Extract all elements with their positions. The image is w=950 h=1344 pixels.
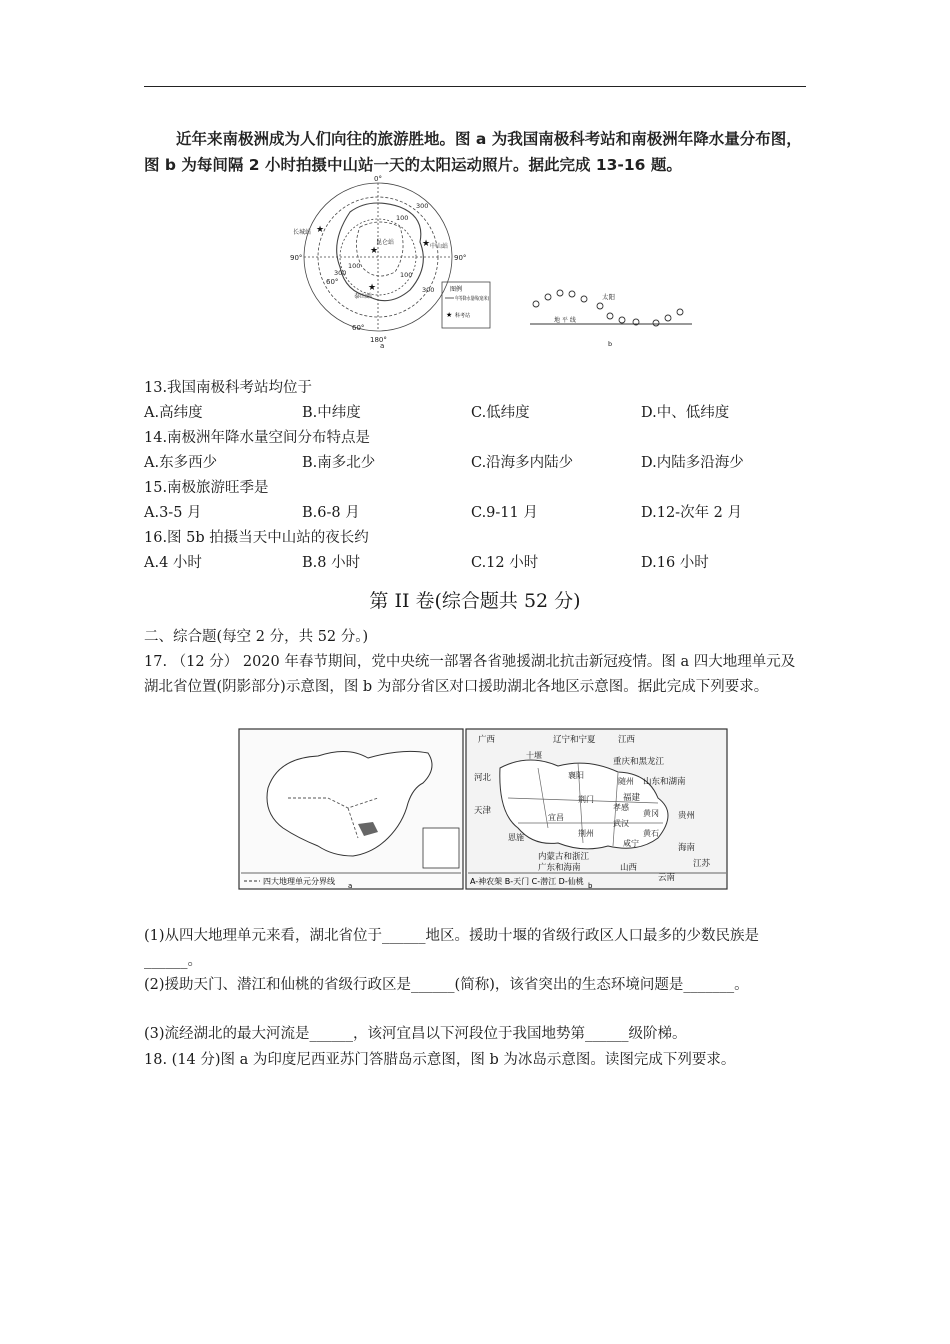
- province-label: 江苏: [693, 859, 711, 869]
- city-label: 荆门: [578, 795, 594, 804]
- province-label: 江西: [618, 735, 636, 745]
- map-legend: [442, 282, 499, 328]
- section2-note: 二、综合题(每空 2 分，共 52 分。): [144, 629, 369, 645]
- province-label: 山西: [620, 863, 638, 873]
- iso-label: 100: [348, 262, 361, 270]
- q17-item-3: (3)流经湖北的最大河流是______，该河宜昌以下河段位于我国地势第______级阶梯。: [144, 1026, 687, 1042]
- map-a-label: a: [348, 882, 353, 890]
- horizon-label: 地 平 线: [554, 317, 576, 324]
- option[interactable]: A.4 小时: [144, 555, 202, 571]
- antarctica-map: [290, 172, 510, 352]
- option[interactable]: C.9-11 月: [471, 505, 538, 521]
- province-label: 辽宁和宁夏: [553, 735, 596, 745]
- star-icon: ★: [316, 225, 325, 235]
- city-label: 随州: [618, 777, 634, 786]
- option[interactable]: C.沿海多内陆少: [471, 455, 574, 471]
- option[interactable]: D.16 小时: [641, 555, 709, 571]
- province-label: 重庆和黑龙江: [613, 757, 665, 767]
- header-rule: [144, 86, 806, 87]
- iso-label: 100: [396, 214, 409, 222]
- city-label: 荆州: [578, 829, 594, 838]
- option[interactable]: B.8 小时: [302, 555, 361, 571]
- province-label: 海南: [678, 843, 696, 853]
- province-label: 云南: [658, 873, 676, 883]
- option[interactable]: D.中、低纬度: [641, 405, 730, 421]
- option[interactable]: C.12 小时: [471, 555, 539, 571]
- hubei-maps: [238, 728, 728, 890]
- option[interactable]: B.6-8 月: [302, 505, 360, 521]
- fig-b-label: b: [608, 340, 613, 348]
- lon-bottom: 180°: [370, 336, 387, 344]
- city-label: 黄冈: [643, 809, 659, 818]
- iso-label: 300: [422, 286, 435, 294]
- star-icon: ★: [422, 239, 431, 249]
- legend-isoline: 年等降水量线(毫米): [455, 296, 499, 302]
- lat-60-left: 60°: [326, 278, 339, 286]
- intro-paragraph: 近年来南极洲成为人们向往的旅游胜地。图 a 为我国南极科考站和南极洲年降水量分布图，图 b 为每间隔 2 小时拍摄中山站一天的太阳运动照片。据此完成 13-16 题。: [144, 130, 802, 174]
- province-label: 广东和海南: [538, 863, 581, 873]
- province-label: 内蒙古和浙江: [538, 852, 590, 862]
- city-label: 恩施: [508, 833, 524, 842]
- q17-item-2: (2)援助天门、潜江和仙桃的省级行政区是______(简称)，该省突出的生态环境问题是_______。: [144, 977, 749, 993]
- option[interactable]: B.南多北少: [302, 455, 376, 471]
- city-label: 十堰: [526, 751, 542, 760]
- city-label: 咸宁: [623, 839, 639, 848]
- star-icon: ★: [368, 283, 377, 293]
- fig-a-label: a: [380, 342, 385, 350]
- iso-label: 300: [416, 202, 429, 210]
- city-label: 孝感: [613, 803, 629, 812]
- province-label: 河北: [474, 773, 492, 783]
- station-changcheng: 长城站: [293, 229, 312, 236]
- city-label: 襄阳: [568, 771, 584, 780]
- question-16: 16.图 5b 拍摄当天中山站的夜长约: [144, 530, 369, 546]
- star-icon: ★: [446, 311, 453, 319]
- option[interactable]: A.东多西少: [144, 455, 218, 471]
- legend-title: 图例: [450, 286, 463, 293]
- option[interactable]: D.内陆多沿海少: [641, 455, 744, 471]
- province-label: 福建: [623, 793, 641, 803]
- sun-label: 太阳: [602, 293, 615, 301]
- iso-label: 300: [334, 269, 347, 277]
- option[interactable]: D.12-次年 2 月: [641, 505, 743, 521]
- option[interactable]: A.高纬度: [144, 405, 203, 421]
- city-label: 武汉: [613, 819, 629, 828]
- question-13: 13.我国南极科考站均位于: [144, 380, 313, 396]
- lon-right: 90°: [454, 254, 467, 262]
- map-b-legend: A-神农架 B-天门 C-潜江 D-仙桃: [470, 877, 584, 886]
- station-taishan: 泰山站: [354, 293, 373, 300]
- province-label: 天津: [474, 806, 492, 816]
- option[interactable]: B.中纬度: [302, 405, 361, 421]
- sun-path-figure: [526, 282, 696, 352]
- map-a-legend: 四大地理单元分界线: [263, 877, 335, 886]
- lat-60-bottom: 60°: [352, 324, 365, 332]
- province-label: 山东和湖南: [643, 777, 686, 787]
- question-17: 17. （12 分） 2020 年春节期间，党中央统一部署各省驰援湖北抗击新冠疫情。图 a 四大地理单元及湖北省位置(阴影部分)示意图，图 b 为部分省区对口援助湖北各地区示意图。据此完成下列要求。: [144, 654, 796, 695]
- lon-top: 0°: [374, 175, 382, 183]
- option[interactable]: C.低纬度: [471, 405, 530, 421]
- city-label: 黄石: [643, 829, 659, 838]
- station-zhongshan: 中山站: [430, 243, 449, 250]
- province-label: 广西: [478, 735, 496, 745]
- iso-label: 100: [400, 271, 413, 279]
- star-icon: ★: [370, 246, 379, 256]
- q17-item-1: (1)从四大地理单元来看，湖北省位于______地区。援助十堰的省级行政区人口最多的少数民族是______。: [144, 928, 760, 969]
- map-b-label: b: [588, 882, 593, 890]
- question-14: 14.南极洲年降水量空间分布特点是: [144, 430, 371, 446]
- province-label: 贵州: [678, 811, 696, 821]
- option[interactable]: A.3-5 月: [144, 505, 202, 521]
- question-18: 18. (14 分)图 a 为印度尼西亚苏门答腊岛示意图，图 b 为冰岛示意图。读图完成下列要求。: [144, 1052, 736, 1068]
- station-kunlun: 昆仑站: [376, 239, 395, 246]
- lon-left: 90°: [290, 254, 303, 262]
- legend-station: 科考站: [455, 313, 471, 319]
- city-label: 宜昌: [548, 813, 564, 822]
- question-15: 15.南极旅游旺季是: [144, 480, 269, 496]
- section2-title: 第 II 卷(综合题共 52 分): [369, 590, 581, 612]
